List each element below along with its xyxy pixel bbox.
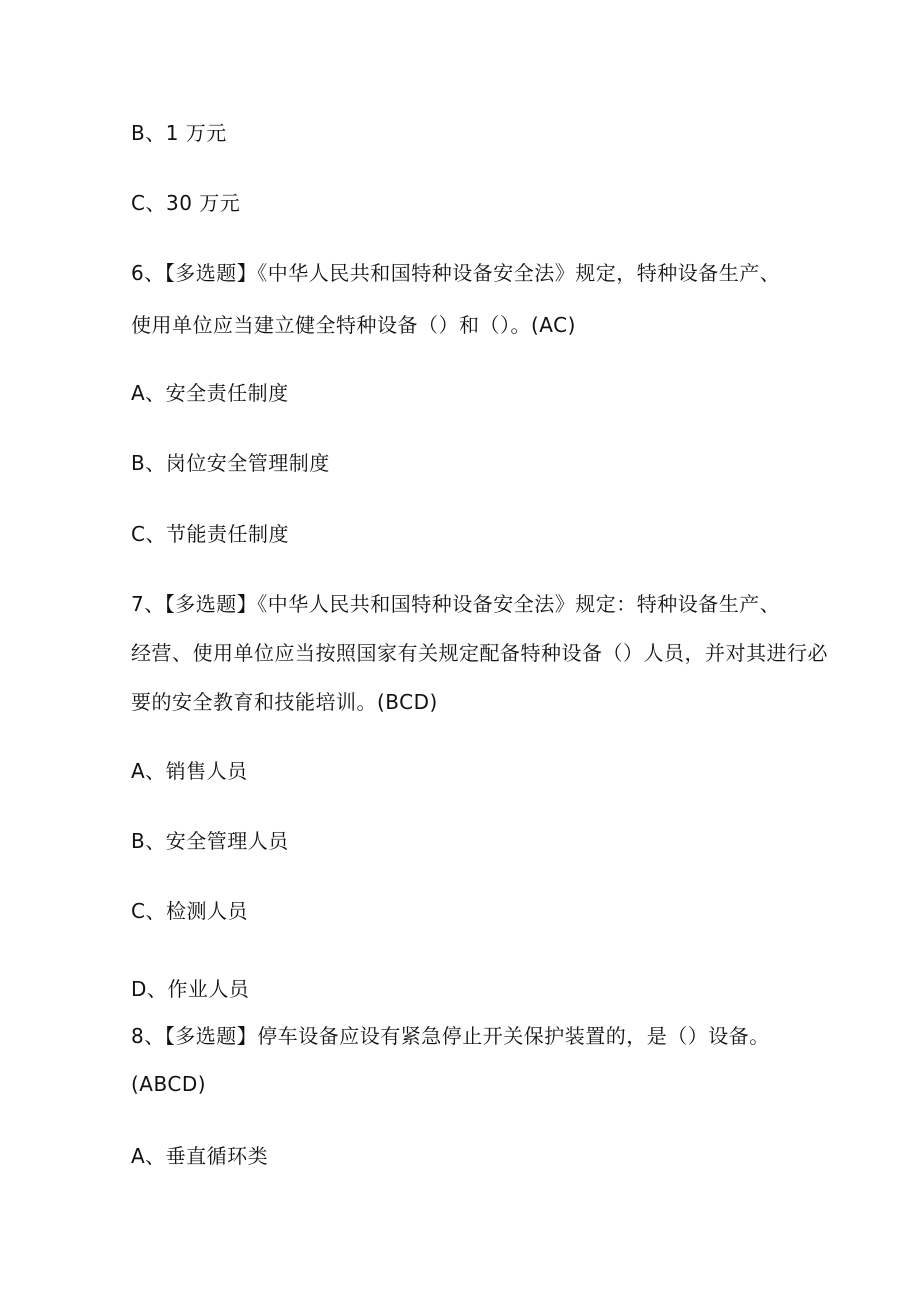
q7-question-line-1: 7、【多选题】《中华人民共和国特种设备安全法》规定：特种设备生产、 xyxy=(131,592,781,616)
q5-option-b: B、1 万元 xyxy=(131,121,227,145)
q7-option-b: B、安全管理人员 xyxy=(131,829,289,853)
q7-question-line-2: 经营、使用单位应当按照国家有关规定配备特种设备（）人员，并对其进行必 xyxy=(131,641,828,665)
q6-option-b: B、岗位安全管理制度 xyxy=(131,451,330,475)
q7-question-line-3: 要的安全教育和技能培训。(BCD) xyxy=(131,690,438,714)
q6-option-a: A、安全责任制度 xyxy=(131,381,289,405)
q8-question-line-2: (ABCD) xyxy=(131,1072,207,1096)
q7-option-c: C、检测人员 xyxy=(131,899,248,923)
q5-option-c: C、30 万元 xyxy=(131,191,241,215)
q8-option-a: A、垂直循环类 xyxy=(131,1144,269,1168)
q7-option-d: D、作业人员 xyxy=(131,977,250,1001)
q8-question-line-1: 8、【多选题】停车设备应设有紧急停止开关保护装置的，是（）设备。 xyxy=(131,1024,770,1048)
q7-option-a: A、销售人员 xyxy=(131,759,248,783)
q6-question-line-2: 使用单位应当建立健全特种设备（）和（）。(AC) xyxy=(131,313,576,337)
q6-option-c: C、节能责任制度 xyxy=(131,522,289,546)
q6-question-line-1: 6、【多选题】《中华人民共和国特种设备安全法》规定，特种设备生产、 xyxy=(131,261,781,285)
